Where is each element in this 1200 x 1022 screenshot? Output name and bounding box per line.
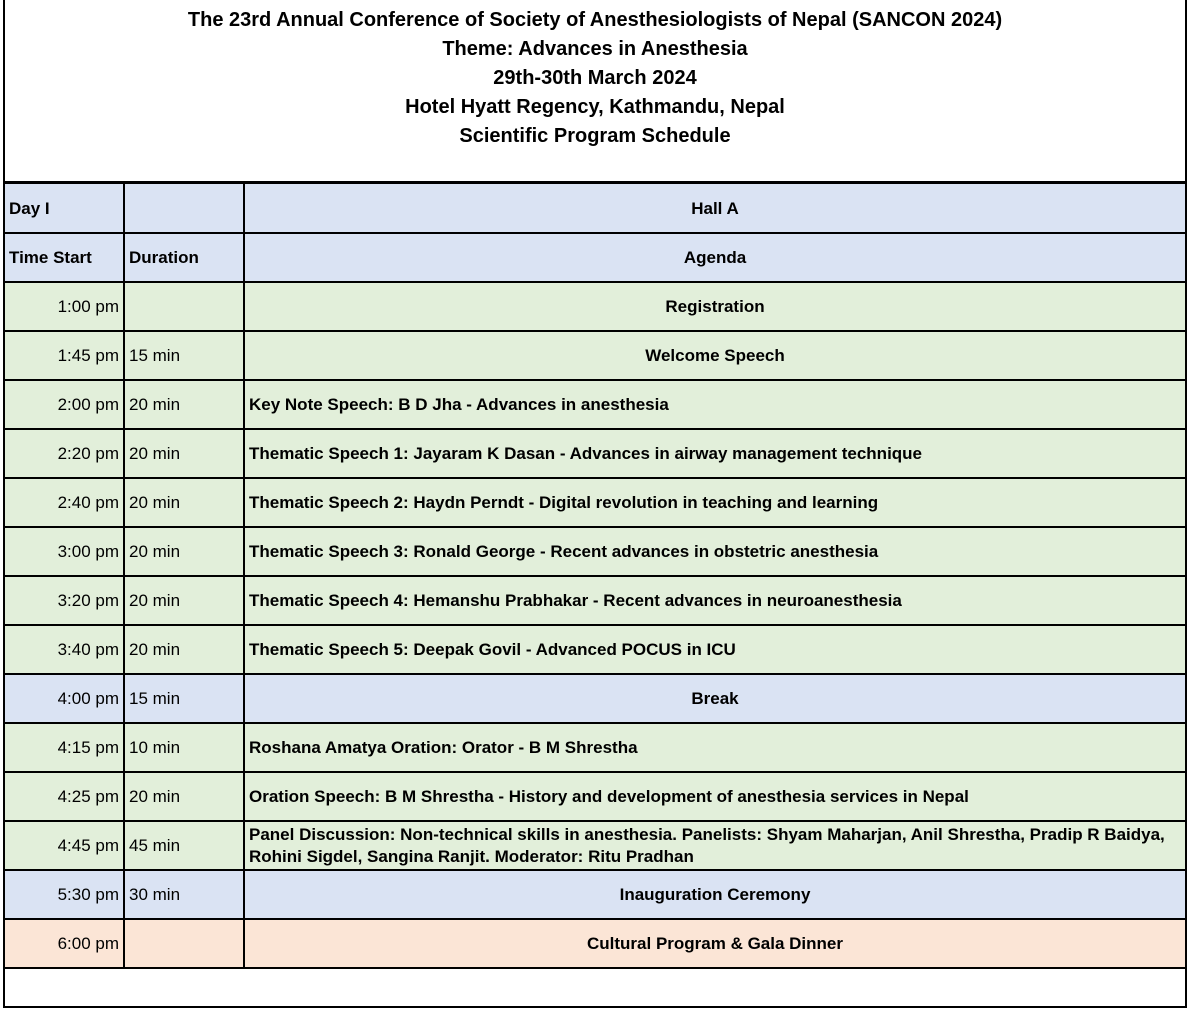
row-time: 3:00 pm [5,527,124,576]
row-agenda: Registration [244,282,1185,331]
row-duration [124,282,244,331]
table-row [5,772,1185,821]
row-duration: 20 min [124,576,244,625]
row-time: 2:40 pm [5,478,124,527]
table-row [5,674,1185,723]
row-duration: 20 min [124,478,244,527]
day-row [5,184,1185,233]
table-row [5,625,1185,674]
row-duration [124,919,244,968]
row-agenda: Oration Speech: B M Shrestha - History and development of anesthesia services in Nepal [244,772,1185,821]
row-duration: 20 min [124,772,244,821]
table-row [5,380,1185,429]
row-duration: 20 min [124,527,244,576]
row-duration: 20 min [124,429,244,478]
schedule-header [5,0,1185,184]
row-time: 2:00 pm [5,380,124,429]
col-header-duration: Duration [124,233,244,282]
row-agenda: Inauguration Ceremony [244,870,1185,919]
row-duration: 10 min [124,723,244,772]
conference-title: The 23rd Annual Conference of Society of Anesthesiologists of Nepal (SANCON 2024) [187,9,1003,31]
row-agenda: Panel Discussion: Non-technical skills in anesthesia. Panelists: Shyam Maharjan, Anil Shrestha, Pradip R Baidya, Rohini Sigdel, Sangina Ranjit. Moderator: Ritu Pradhan [244,821,1185,870]
row-time: 4:00 pm [5,674,124,723]
col-header-agenda: Agenda [244,233,1185,282]
day-label: Day I [5,184,124,233]
row-time: 2:20 pm [5,429,124,478]
column-header-row [5,233,1185,282]
conference-dates: 29th-30th March 2024 [493,67,697,89]
row-time: 4:45 pm [5,821,124,870]
row-duration: 20 min [124,625,244,674]
table-row [5,429,1185,478]
row-agenda: Roshana Amatya Oration: Orator - B M Shrestha [244,723,1185,772]
row-duration: 20 min [124,380,244,429]
table-row [5,919,1185,968]
row-agenda: Welcome Speech [244,331,1185,380]
row-duration: 15 min [124,331,244,380]
row-time: 4:15 pm [5,723,124,772]
row-agenda: Key Note Speech: B D Jha - Advances in anesthesia [244,380,1185,429]
row-agenda: Thematic Speech 5: Deepak Govil - Advanced POCUS in ICU [244,625,1185,674]
row-agenda: Thematic Speech 4: Hemanshu Prabhakar - Recent advances in neuroanesthesia [244,576,1185,625]
row-agenda: Thematic Speech 2: Haydn Perndt - Digital revolution in teaching and learning [244,478,1185,527]
schedule-table [5,184,1185,969]
row-duration: 30 min [124,870,244,919]
table-row [5,331,1185,380]
schedule-sheet [3,0,1187,1008]
table-row [5,527,1185,576]
row-time: 1:00 pm [5,282,124,331]
row-time: 5:30 pm [5,870,124,919]
hall-label: Hall A [244,184,1185,233]
row-agenda: Cultural Program & Gala Dinner [244,919,1185,968]
table-row [5,723,1185,772]
table-row [5,870,1185,919]
row-time: 6:00 pm [5,919,124,968]
row-agenda: Thematic Speech 1: Jayaram K Dasan - Advances in airway management technique [244,429,1185,478]
table-row [5,282,1185,331]
row-duration: 15 min [124,674,244,723]
day-empty-cell [124,184,244,233]
row-time: 4:25 pm [5,772,124,821]
row-time: 3:20 pm [5,576,124,625]
schedule-title: Scientific Program Schedule [459,125,731,147]
row-time: 1:45 pm [5,331,124,380]
table-row [5,576,1185,625]
row-time: 3:40 pm [5,625,124,674]
table-row [5,478,1185,527]
conference-theme: Theme: Advances in Anesthesia [442,38,748,60]
row-agenda: Thematic Speech 3: Ronald George - Recent advances in obstetric anesthesia [244,527,1185,576]
conference-venue: Hotel Hyatt Regency, Kathmandu, Nepal [405,96,785,118]
table-row [5,821,1185,870]
col-header-time: Time Start [5,233,124,282]
row-duration: 45 min [124,821,244,870]
row-agenda: Break [244,674,1185,723]
